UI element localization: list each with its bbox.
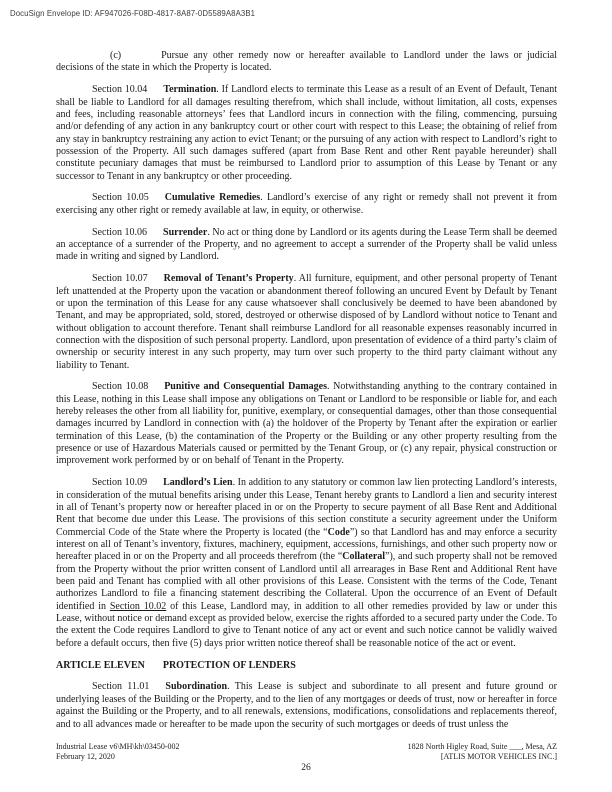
article-eleven-number: ARTICLE ELEVEN xyxy=(56,659,145,671)
section-10-09-text-4: of this Lease, Landlord may, in addition to all other remedies provided by law or under this Lease, without notice or demand except as provided below, exercise the rights afforded to a secured party under the Code. To the extent the Code requires Landlord to give to Tenant notice of any act or event and such notice cannot be validly waived before a default occurs, then five (5) days prior written notice thereof shall be reasonable notice of the act or event. xyxy=(56,600,557,649)
section-10-06-text: . No act or thing done by Landlord or its agents during the Lease Term shall be deemed an acceptance of a surrender of the Property, and no agreement to accept a surrender of the Property shall be valid unless made in writing and signed by Landlord. xyxy=(56,226,557,263)
section-10-06-label: Section 10.06 xyxy=(92,226,148,238)
section-10-09-title: Landlord’s Lien xyxy=(163,477,233,489)
page-number: 26 xyxy=(301,763,311,773)
clause-c-text: Pursue any other remedy now or hereafter available to Landlord under the laws or judicial decisions of the state in which the Property is located. xyxy=(56,50,557,74)
docusign-envelope-id: DocuSign Envelope ID: AF947026-F08D-4817-8A87-0D5589A8A3B1 xyxy=(10,9,256,18)
section-10-04-title: Termination xyxy=(163,84,217,96)
section-10-09-text-1: . In addition to any statutory or common law lien protecting Landlord’s interests, in consideration of the mutual benefits arising under this Lease, Tenant hereby grants to Landlord a lien and security interest in all of Tenant’s property now or hereafter placed in or on the Property to secure payment of all Base Rent and Additional Rent that become due under this Lease. The provisions of this section constitute a security agreement under the Uniform Commercial Code of the State where the Property is located (the “ xyxy=(56,477,557,538)
section-10-05-title: Cumulative Remedies xyxy=(164,192,261,204)
document-body xyxy=(56,50,557,740)
article-eleven-heading xyxy=(56,660,557,672)
section-10-07-text: . All furniture, equipment, and other personal property of Tenant left unattended at the Property upon the vacation or abandonment thereof following an uncured Event by Default by Tenant or upon the termination of this Lease for any cause whatsoever shall conclusively be deemed to have been abandoned by Tenant, and may be appropriated, sold, stored, destroyed or otherwise disposed of by Landlord without notice to Tenant and without obligation to account therefore. Tenant shall reimburse Landlord for all reasonable expenses reasonably incurred in connection with the disposition of such personal property. Landlord, upon presentation of evidence of a third party’s claim of ownership or security interest in any such property, may turn over such property to the third party claimant without any liability to Tenant. xyxy=(56,273,557,371)
section-10-02-reference: Section 10.02 xyxy=(109,600,167,612)
section-10-04-label: Section 10.04 xyxy=(92,84,148,96)
page-footer xyxy=(56,742,557,762)
section-11-01-label: Section 11.01 xyxy=(92,681,150,693)
section-10-07-label: Section 10.07 xyxy=(92,273,148,285)
section-10-05-paragraph xyxy=(56,192,557,217)
section-10-08-title: Punitive and Consequential Damages xyxy=(164,381,327,393)
clause-c-paragraph xyxy=(56,50,557,75)
footer-document-id xyxy=(56,742,180,762)
section-10-08-text: . Notwithstanding anything to the contrary contained in this Lease, nothing in this Lease shall impose any obligations on Tenant or Landlord to be responsible or liable for, and each hereby releases the other from all liability for, punitive, exemplary, or consequential damages, other than those consequential damages incurred by Landlord in connection with (a) the holdover of the Property by Tenant after the expiration or earlier termination of this Lease, (b) the contamination of the Property or the Building or any other property resulting from the presence or use of Hazardous Materials caused or permitted by the Tenant Group, or (c) any repair, physical construction or improvement work performed by or on behalf of Tenant in the Property. xyxy=(56,381,557,467)
section-10-09-label: Section 10.09 xyxy=(92,477,148,489)
defined-term-collateral: Collateral xyxy=(342,551,386,563)
section-11-01-text: . This Lease is subject and subordinate to all present and future ground or underlying leases of the Building or the Property, and to the lien of any mortgages or deeds of trust, now or hereafter in force against the Building or the Property, and to all renewals, extensions, modifications, consolidations and replacements thereof, and to all advances made or hereafter to be made upon the security of such mortgages or deeds of trust unless the xyxy=(56,681,557,730)
defined-term-code: Code xyxy=(327,526,350,538)
footer-address-line: 1828 North Higley Road, Suite ___, Mesa, AZ xyxy=(407,742,557,751)
section-10-08-label: Section 10.08 xyxy=(92,381,149,393)
section-10-04-paragraph xyxy=(56,84,557,183)
footer-property-address xyxy=(408,742,557,762)
section-11-01-paragraph xyxy=(56,681,557,730)
footer-tenant-name: [ATLIS MOTOR VEHICLES INC.] xyxy=(440,751,557,761)
section-10-09-text-3: ”), and such property shall not be removed from the Property without the prior written consent of Landlord until all arrearages in Base Rent and Additional Rent have been paid and Tenant has complied with all other provisions of this Lease. Consistent with the terms of the Code, Tenant authorizes Landlord to file a financing statement describing the Collateral. Upon the occurrence of an Event of Default identified in xyxy=(56,551,557,612)
section-10-07-paragraph xyxy=(56,273,557,372)
section-10-07-title: Removal of Tenant’s Property xyxy=(163,273,294,285)
footer-date: February 12, 2020 xyxy=(56,751,115,761)
section-11-01-title: Subordination xyxy=(165,681,228,693)
section-10-06-paragraph xyxy=(56,227,557,264)
section-10-06-title: Surrender xyxy=(163,226,208,238)
section-10-09-text-2: ”) so that Landlord has and may enforce a security interest on all of Tenant’s inventory, fixtures, machinery, equipment, accessions, furnishings, and other such property now or hereafter placed in or on the Property and all proceeds therefrom (the “ xyxy=(56,526,557,563)
footer-lease-version: Industrial Lease v6\MH\kh\03450-002 xyxy=(56,742,180,751)
clause-c-marker: (c) xyxy=(110,50,122,61)
section-10-05-label: Section 10.05 xyxy=(92,192,149,204)
section-10-08-paragraph xyxy=(56,381,557,467)
article-eleven-title: PROTECTION OF LENDERS xyxy=(162,659,296,671)
section-10-04-text: . If Landlord elects to terminate this Lease as a result of an Event of Default, Tenant shall be liable to Landlord for all damages resulting therefrom, which shall include, without limitation, all costs, expenses and fees, including reasonable attorneys’ fees that Landlord incurs in connection with the filing, commencing, pursuing and/or defending of any action in any bankruptcy court or other court with respect to this Lease; the obtaining of relief from any stay in bankruptcy restraining any action to evict Tenant; or the pursuing of any action with respect to Landlord’s right to possession of the Property. All such damages suffered (apart from Base Rent and other Rent payable hereunder) shall constitute pecuniary damages that must be reimbursed to Landlord prior to assumption of this Lease by Tenant or any successor to Tenant in any bankruptcy or other proceeding. xyxy=(56,84,557,182)
section-10-05-text: . Landlord’s exercise of any right or remedy shall not prevent it from exercising any other right or remedy available at law, in equity, or otherwise. xyxy=(56,192,557,216)
section-10-09-paragraph xyxy=(56,477,557,650)
